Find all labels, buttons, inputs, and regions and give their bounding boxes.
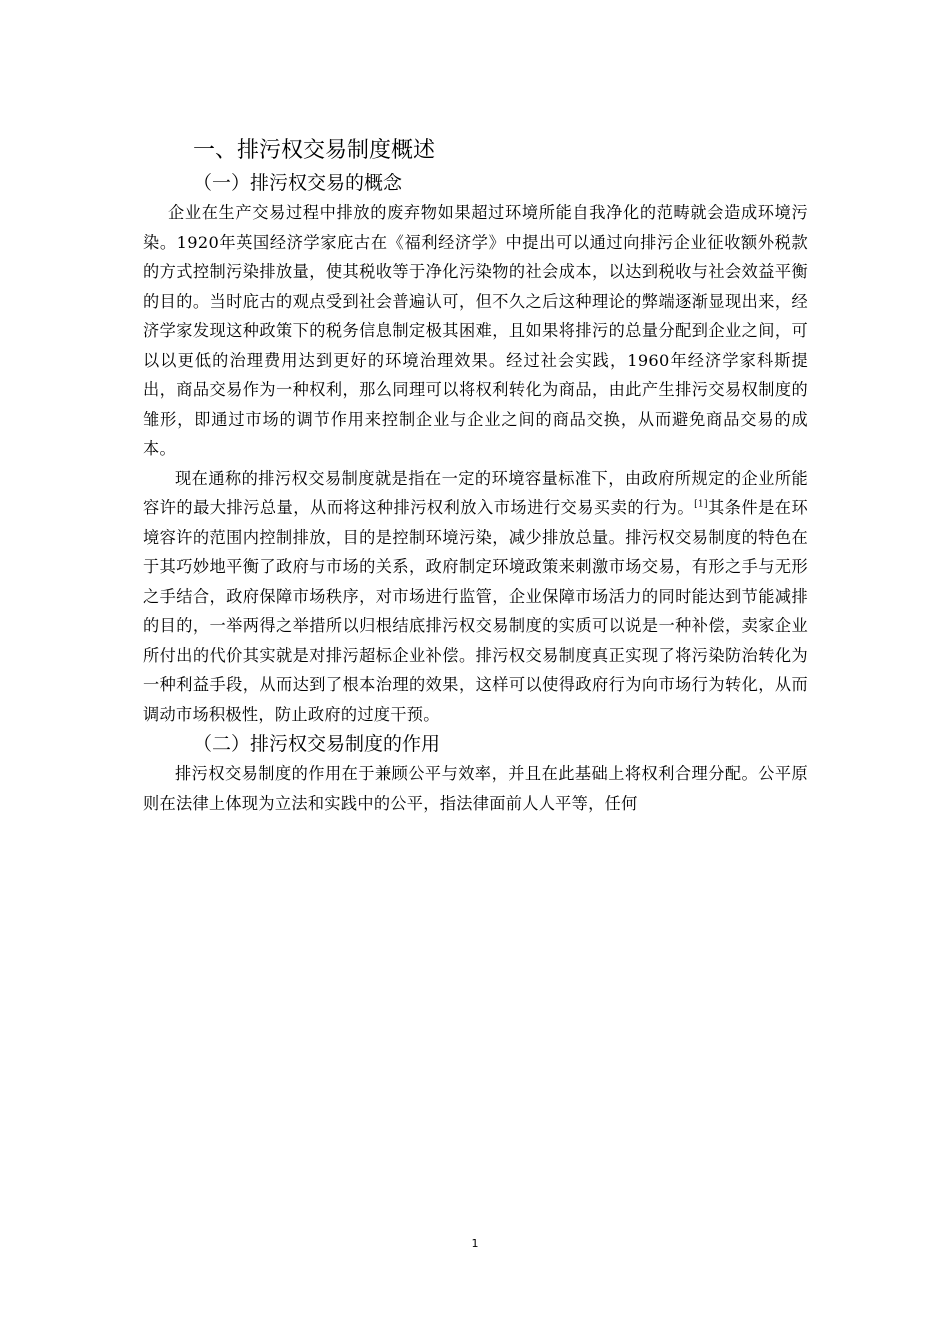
subsection-2-title: （二）排污权交易制度的作用 (193, 733, 441, 755)
subsection-1-paragraph-1: 企业在生产交易过程中排放的废弃物如果超过环境所能自我净化的范畴就会造成环境污染。1920年英国经济学家庇古在《福利经济学》中提出可以通过向排污企业征收额外税款的方式控制污染排放量，使其税收等于净化污染物的社会成本，以达到税收与社会效益平衡的目的。当时庇古的观点受到社会普遍认可，但不久之后这种理论的弊端逐渐显现出来，经济学家发现这种政策下的税务信息制定极其困难，且如果将排污的总量分配到企业之间，可以以更低的治理费用达到更好的环境治理效果。经过社会实践，1960年经济学家科斯提出，商品交易作为一种权利，那么同理可以将权利转化为商品，由此产生排污交易权制度的雏形，即通过市场的调节作用来控制企业与企业之间的商品交换，从而避免商品交易的成本。 (143, 203, 808, 458)
page-number: 1 (471, 1237, 479, 1250)
paragraph-2-text-after-citation: 其条件是在环境容许的范围内控制排放，目的是控制环境污染，减少排放总量。排污权交易制度的特色在于其巧妙地平衡了政府与市场的关系，政府制定环境政策来刺激市场交易，有形之手与无形之手结合，政府保障市场秩序，对市场进行监管，企业保障市场活力的同时能达到节能减排的目的，一举两得之举措所以归根结底排污权交易制度的实质可以说是一种补偿，卖家企业所付出的代价其实就是对排污超标企业补偿。排污权交易制度真正实现了将污染防治转化为一种利益手段，从而达到了根本治理的效果，这样可以使得政府行为向市场行为转化，从而调动市场积极性，防止政府的过度干预。 (143, 498, 808, 724)
subsection-1-title: （一）排污权交易的概念 (193, 172, 403, 194)
subsection-2-paragraph-1: 排污权交易制度的作用在于兼顾公平与效率，并且在此基础上将权利合理分配。公平原则在法律上体现为立法和实践中的公平，指法律面前人人平等，任何 (143, 764, 808, 813)
page-content (143, 136, 808, 818)
paragraph-2-text-before-citation: 现在通称的排污权交易制度就是指在一定的环境容量标准下，由政府所规定的企业所能容许的最大排污总量，从而将这种排污权利放入市场进行交易买卖的行为。 (143, 468, 808, 517)
subsection-1-paragraph-2 (143, 464, 808, 730)
section-title: 一、排污权交易制度概述 (193, 138, 436, 163)
citation-marker: [1] (694, 499, 708, 510)
